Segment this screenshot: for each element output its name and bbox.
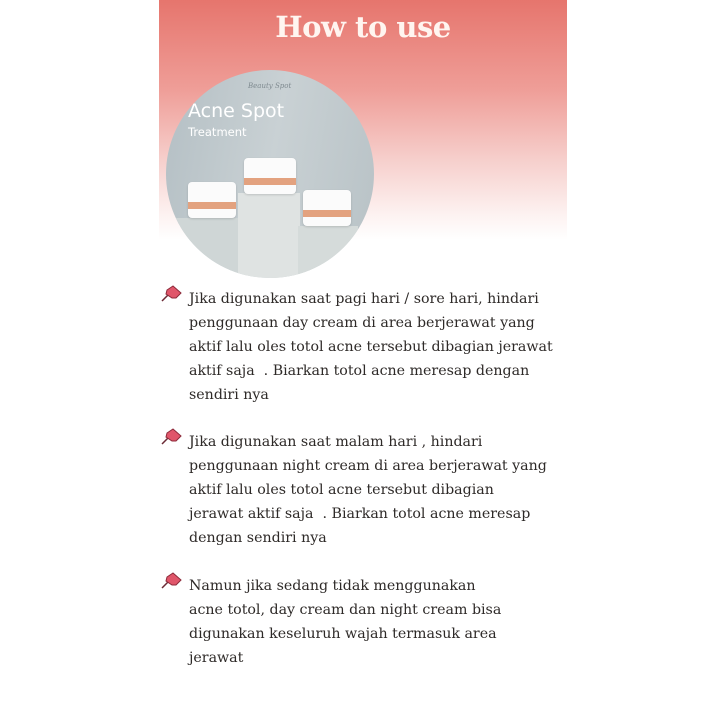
product-heading: Acne Spot — [188, 100, 285, 122]
instruction-text-line: Jika digunakan saat pagi hari / sore hari, hindari — [189, 291, 539, 307]
product-jar — [244, 158, 296, 194]
page-title: How to use — [275, 10, 451, 44]
how-to-use-panel — [159, 0, 567, 726]
pushpin-icon — [159, 571, 183, 591]
instruction-text-line: dengan sendiri nya — [189, 530, 327, 546]
product-jar — [303, 190, 351, 226]
product-photo — [166, 70, 374, 278]
pushpin-icon — [159, 427, 183, 447]
instruction-text-line: Namun jika sedang tidak menggunakan — [189, 578, 476, 594]
pushpin-icon — [159, 284, 183, 304]
instruction-text-line: digunakan keseluruh wajah termasuk area — [189, 626, 497, 642]
instruction-text-line: sendiri nya — [189, 387, 269, 403]
product-subheading: Treatment — [188, 125, 247, 139]
instruction-text-line: aktif saja . Biarkan totol acne meresap dengan — [189, 363, 530, 379]
instruction-text-line: Jika digunakan saat malam hari , hindari — [189, 434, 483, 450]
instruction-text-line: penggunaan day cream di area berjerawat yang — [189, 315, 535, 331]
instruction-text-line: penggunaan night cream di area berjerawat yang — [189, 458, 547, 474]
instruction-text-line: jerawat — [189, 650, 244, 666]
product-jar — [188, 182, 236, 218]
pedestal-right — [298, 226, 358, 278]
pedestal-center — [238, 193, 300, 278]
instruction-text-line: acne totol, day cream dan night cream bisa — [189, 602, 502, 618]
brand-mark: Beauty Spot — [248, 82, 292, 90]
pedestal-left — [176, 218, 246, 278]
instruction-text-line: aktif lalu oles totol acne tersebut dibagian — [189, 482, 494, 498]
instruction-text-line: aktif lalu oles totol acne tersebut dibagian jerawat — [189, 339, 553, 355]
instruction-text-line: jerawat aktif saja . Biarkan totol acne meresap — [189, 506, 531, 522]
